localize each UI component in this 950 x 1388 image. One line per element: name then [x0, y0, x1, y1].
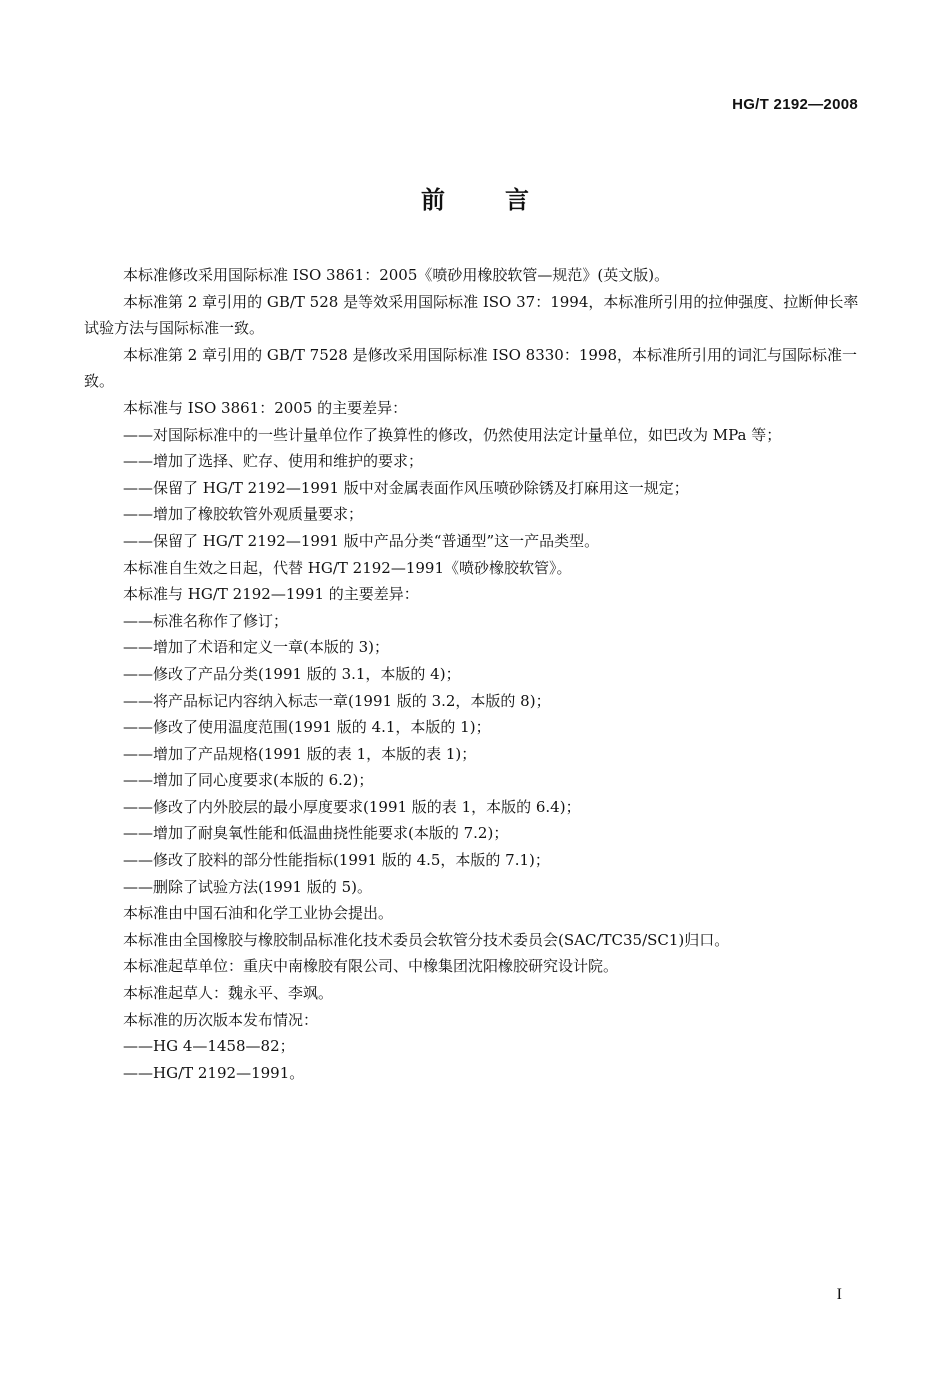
paragraph-hg-differences-heading: 本标准与 HG/T 2192—1991 的主要差异：	[123, 585, 419, 604]
paragraph-adoption: 本标准修改采用国际标准 ISO 3861：2005《喷砂用橡胶软管—规范》(英文版)。	[123, 266, 670, 284]
paragraph-gbt7528: 本标准第 2 章引用的 GB/T 7528 是修改采用国际标准 ISO 8330：1998，本标准所引用的词汇与国际标准一致。	[84, 345, 858, 391]
page-title: 前言	[421, 186, 589, 214]
paragraph-proposer: 本标准由中国石油和化学工业协会提出。	[123, 904, 394, 923]
list-item: ——对国际标准中的一些计量单位作了换算性的修改，仍然使用法定计量单位，如巴改为 MPa 等；	[123, 425, 782, 444]
paragraph-replaces: 本标准自生效之日起，代替 HG/T 2192—1991《喷砂橡胶软管》。	[123, 558, 572, 577]
list-item: ——修改了产品分类(1991 版的 3.1，本版的 4)；	[123, 664, 461, 683]
paragraph-drafters: 本标准起草人：魏永平、李飒。	[123, 984, 334, 1003]
list-item: ——修改了胶料的部分性能指标(1991 版的 4.5，本版的 7.1)；	[123, 851, 550, 870]
paragraph-gbt528: 本标准第 2 章引用的 GB/T 528 是等效采用国际标准 ISO 37：1994，本标准所引用的拉伸强度、拉断伸长率试验方法与国际标准一致。	[84, 292, 859, 338]
list-item: ——保留了 HG/T 2192—1991 版中产品分类“普通型”这一产品类型。	[123, 531, 600, 550]
paragraph-drafting-units: 本标准起草单位：重庆中南橡胶有限公司、中橡集团沈阳橡胶研究设计院。	[123, 957, 619, 976]
page-number: I	[836, 1286, 842, 1303]
list-item: ——增加了产品规格(1991 版的表 1，本版的表 1)；	[123, 744, 477, 763]
list-item: ——标准名称作了修订；	[123, 611, 289, 630]
list-item: ——保留了 HG/T 2192—1991 版中对金属表面作风压喷砂除锈及打麻用这一规定；	[123, 478, 689, 497]
list-item: ——HG/T 2192—1991。	[123, 1063, 305, 1082]
list-item: ——修改了使用温度范围(1991 版的 4.1，本版的 1)；	[123, 718, 491, 737]
list-item: ——增加了术语和定义一章(本版的 3)；	[123, 638, 390, 657]
list-item: ——增加了同心度要求(本版的 6.2)；	[123, 771, 374, 790]
list-item: ——HG 4—1458—82；	[123, 1037, 295, 1056]
list-item: ——增加了耐臭氧性能和低温曲挠性能要求(本版的 7.2)；	[123, 824, 509, 843]
list-item: ——修改了内外胶层的最小厚度要求(1991 版的表 1，本版的 6.4)；	[123, 797, 581, 816]
standard-code: HG/T 2192—2008	[732, 96, 858, 113]
paragraph-history-heading: 本标准的历次版本发布情况：	[123, 1010, 319, 1029]
list-item: ——增加了选择、贮存、使用和维护的要求；	[123, 452, 424, 471]
paragraph-iso-differences-heading: 本标准与 ISO 3861：2005 的主要差异：	[123, 398, 408, 417]
list-item: ——删除了试验方法(1991 版的 5)。	[123, 877, 372, 896]
list-item: ——将产品标记内容纳入标志一章(1991 版的 3.2，本版的 8)；	[123, 691, 551, 710]
foreword-body	[84, 262, 864, 1086]
paragraph-committee: 本标准由全国橡胶与橡胶制品标准化技术委员会软管分技术委员会(SAC/TC35/SC1)归口。	[123, 930, 730, 949]
list-item: ——增加了橡胶软管外观质量要求；	[123, 505, 364, 524]
